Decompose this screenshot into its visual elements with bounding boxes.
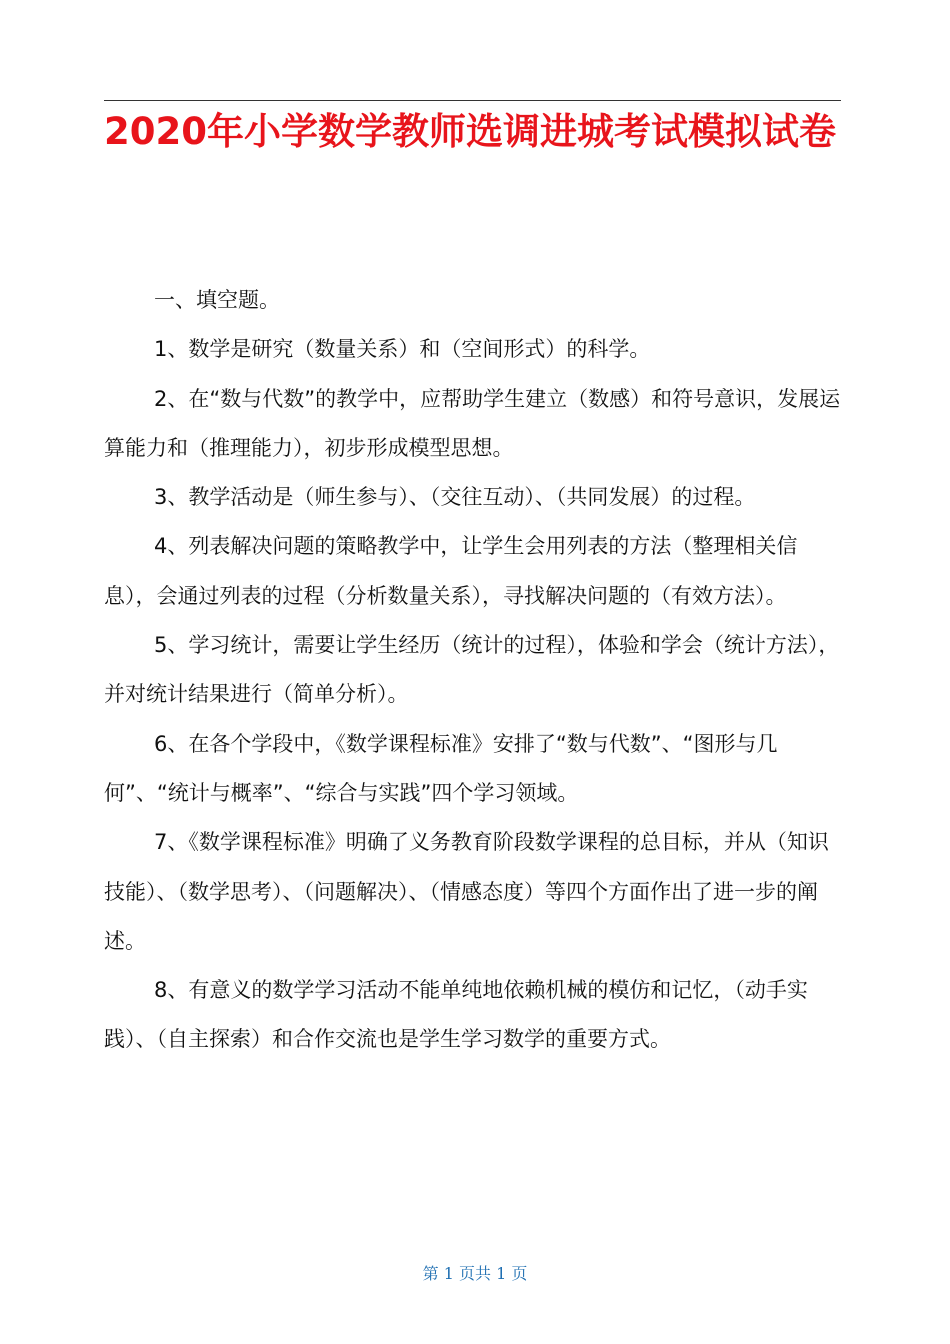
question-5: 5、学习统计，需要让学生经历（统计的过程），体验和学会（统计方法），并对统计结果进行（简单分析）。 <box>104 633 840 707</box>
document-body <box>104 276 844 1065</box>
question-3: 3、教学活动是（师生参与）、（交往互动）、（共同发展）的过程。 <box>154 485 756 510</box>
question-1: 1、数学是研究（数量关系）和（空间形式）的科学。 <box>154 337 651 362</box>
document-title: 2020年小学数学教师选调进城考试模拟试卷 <box>104 110 836 153</box>
section-heading: 一、填空题。 <box>154 288 280 312</box>
question-4: 4、列表解决问题的策略教学中，让学生会用列表的方法（整理相关信息），会通过列表的过程（分析数量关系），寻找解决问题的（有效方法）。 <box>104 534 798 608</box>
question-2: 2、在“数与代数”的教学中，应帮助学生建立（数感）和符号意识，发展运算能力和（推理能力），初步形成模型思想。 <box>104 386 841 460</box>
question-7: 7、《数学课程标准》明确了义务教育阶段数学课程的总目标，并从（知识技能）、（数学思考）、（问题解决）、（情感态度）等四个方面作出了进一步的阐述。 <box>104 830 829 953</box>
question-6: 6、在各个学段中，《数学课程标准》安排了“数与代数”、“图形与几何”、“统计与概率”、“综合与实践”四个学习领域。 <box>104 731 778 805</box>
page-footer: 第 1 页共 1 页 <box>422 1264 528 1283</box>
header-rule <box>104 100 841 101</box>
question-8: 8、有意义的数学学习活动不能单纯地依赖机械的模仿和记忆，（动手实践）、（自主探索）和合作交流也是学生学习数学的重要方式。 <box>104 978 808 1052</box>
